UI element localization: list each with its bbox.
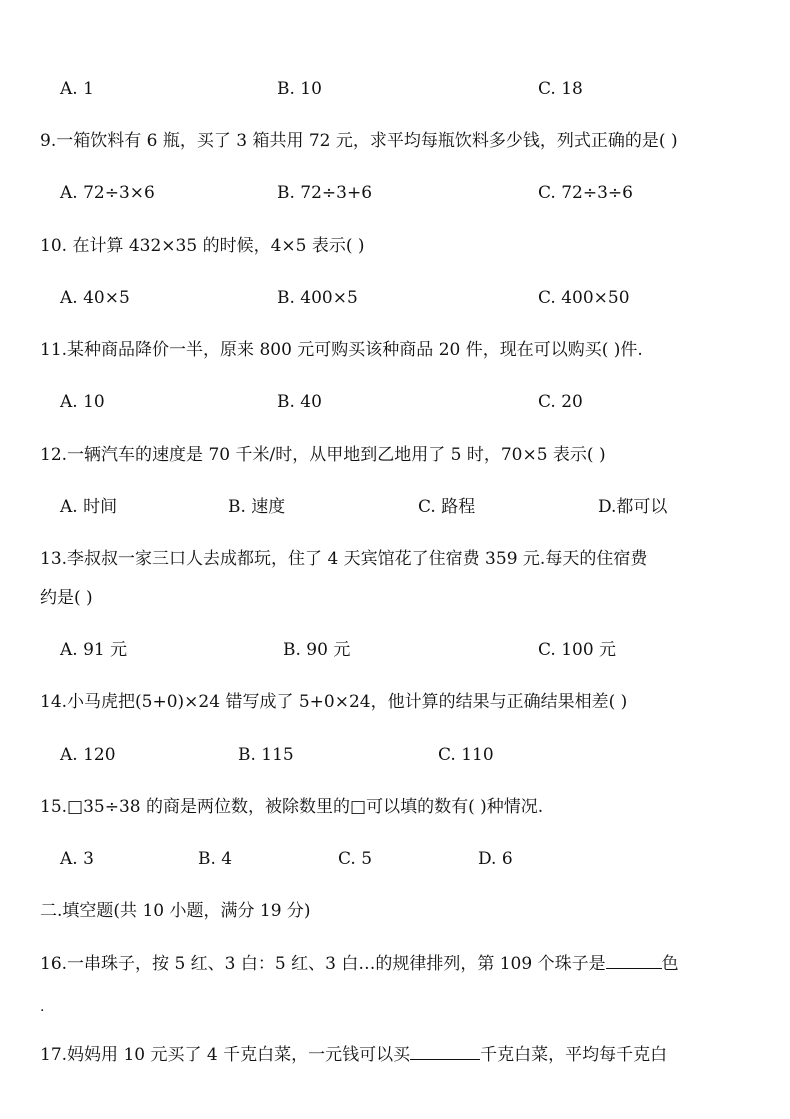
q12-option-b: B. 速度 [228, 497, 286, 517]
q9-option-c: C. 72÷3÷6 [538, 183, 633, 203]
q15-option-c: C. 5 [338, 849, 373, 869]
q12-option-c: C. 路程 [418, 497, 476, 517]
q15-option-d: D. 6 [478, 849, 513, 869]
q12-option-a: A. 时间 [60, 497, 118, 517]
q9-text: 9.一箱饮料有 6 瓶，买了 3 箱共用 72 元，求平均每瓶饮料多少钱，列式正确的是( ) [40, 131, 678, 151]
q11-option-c: C. 20 [538, 392, 583, 412]
q9-option-b: B. 72÷3+6 [277, 183, 373, 203]
q11-text: 11.某种商品降价一半，原来 800 元可购买该种商品 20 件，现在可以购买( )件. [40, 340, 643, 360]
q12-text: 12.一辆汽车的速度是 70 千米/时，从甲地到乙地用了 5 时，70×5 表示( ) [40, 445, 606, 465]
q14-option-c: C. 110 [438, 745, 494, 765]
q13-option-c: C. 100 元 [538, 640, 617, 660]
q10-option-c: C. 400×50 [538, 288, 630, 308]
q9-option-a: A. 72÷3×6 [60, 183, 155, 203]
q8-option-a: A. 1 [60, 79, 94, 99]
q17-text-after: 千克白菜，平均每千克白 [480, 1045, 668, 1065]
q13-text-line1: 13.李叔叔一家三口人去成都玩，住了 4 天宾馆花了住宿费 359 元.每天的住宿费 [40, 549, 648, 569]
q16-text-before: 16.一串珠子，按 5 红、3 白：5 红、3 白…的规律排列，第 109 个珠子是 [40, 954, 606, 974]
q8-option-b: B. 10 [277, 79, 322, 99]
q16-answer-blank [606, 952, 662, 969]
q12-option-d: D.都可以 [598, 497, 668, 517]
q16-line2: . [40, 999, 45, 1015]
q10-text: 10. 在计算 432×35 的时候，4×5 表示( ) [40, 236, 365, 256]
q15-option-a: A. 3 [60, 849, 94, 869]
q11-option-b: B. 40 [277, 392, 322, 412]
section2-title: 二.填空题(共 10 小题，满分 19 分) [40, 901, 311, 921]
q13-text-line2: 约是( ) [40, 588, 93, 608]
q17-text [40, 1043, 667, 1067]
q14-option-b: B. 115 [238, 745, 294, 765]
q8-option-c: C. 18 [538, 79, 583, 99]
q16-text-after: 色 [661, 954, 679, 974]
q11-option-a: A. 10 [60, 392, 105, 412]
q16-text [40, 952, 679, 976]
q17-text-before: 17.妈妈用 10 元买了 4 千克白菜，一元钱可以买 [40, 1045, 411, 1065]
q15-text: 15.□35÷38 的商是两位数，被除数里的□可以填的数有( )种情况. [40, 797, 544, 817]
q13-option-b: B. 90 元 [283, 640, 351, 660]
q15-option-b: B. 4 [198, 849, 233, 869]
q14-option-a: A. 120 [60, 745, 116, 765]
q10-option-a: A. 40×5 [60, 288, 130, 308]
q10-option-b: B. 400×5 [277, 288, 358, 308]
q14-text: 14.小马虎把(5+0)×24 错写成了 5+0×24，他计算的结果与正确结果相差( ) [40, 692, 628, 712]
q13-option-a: A. 91 元 [60, 640, 128, 660]
q17-answer-blank [410, 1043, 480, 1060]
